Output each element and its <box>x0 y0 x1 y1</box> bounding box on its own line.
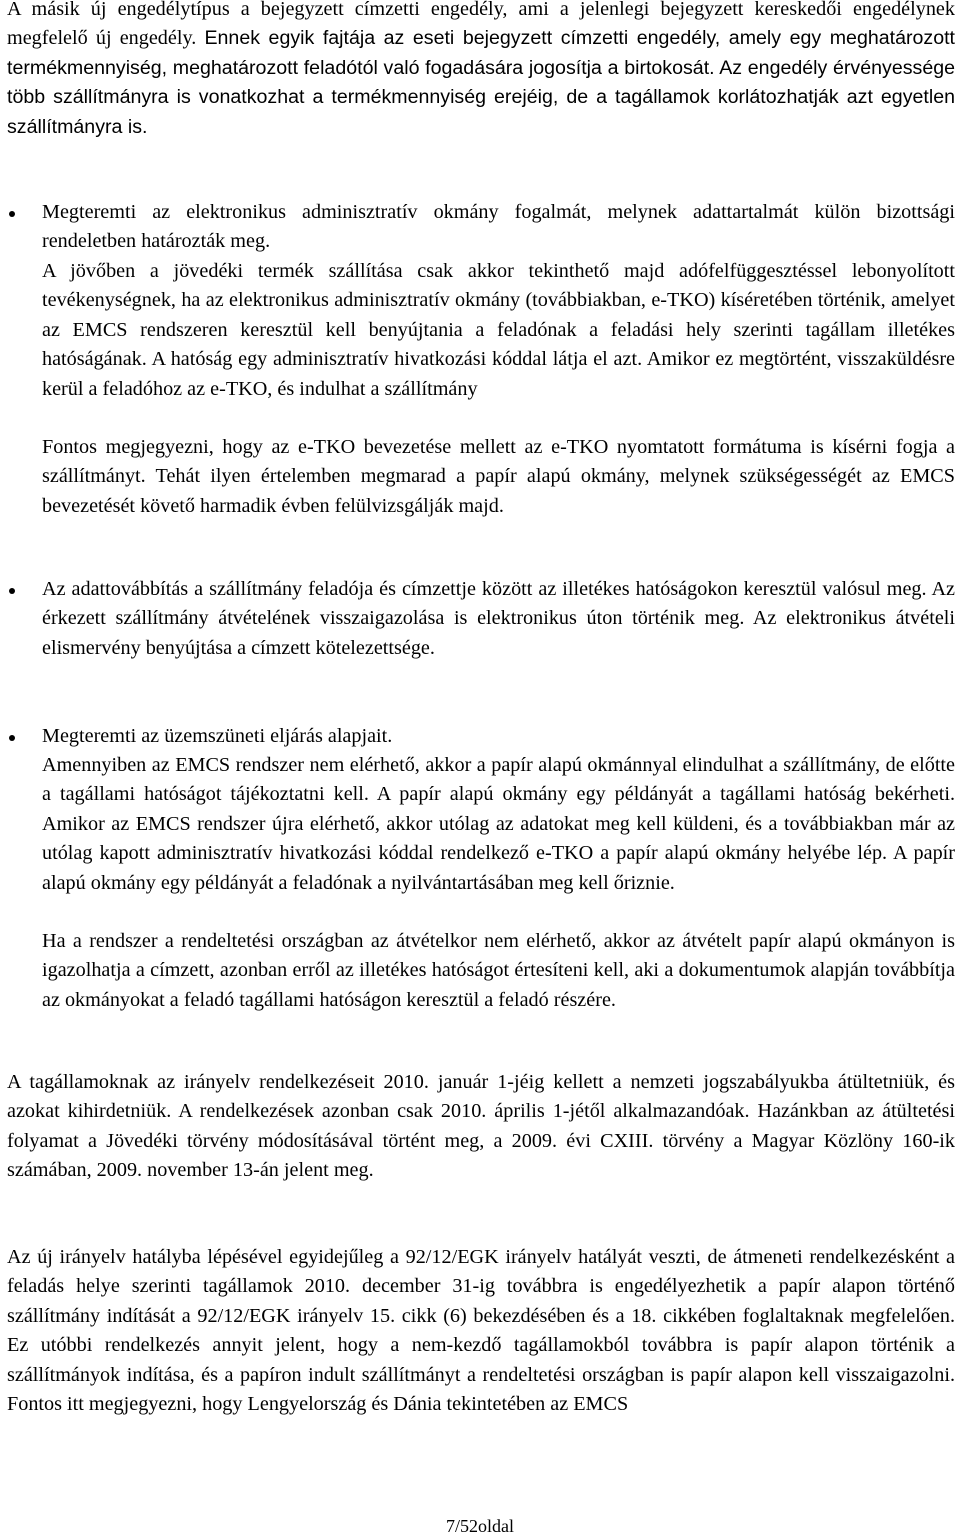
intro-sans-text-2: Az engedély érvényessége több szállítmányra is vonatkozhat a termékmennyiség erejéig, de a tagállamok korlátozhatják azt egyetlen szállítmányra is. <box>7 56 956 138</box>
bullet-icon <box>9 211 15 217</box>
bullet-3-paragraph-2: Ha a rendszer a rendeltetési országban az átvételkor nem elérhető, akkor az átvételt papír alapú okmányon is igazolhatja a címzett, azonban erről az illetékes hatóságot értesíteni kell, aki a dokumentumok alapján továbbítja az okmányokat a feladó tagállami hatóságon keresztül a feladó részére. <box>42 930 955 1011</box>
intro-paragraph <box>7 0 955 142</box>
bullet-2-lead: Az adattovábbítás a szállítmány feladója és címzettje között az illetékes hatóságokon keresztül valósul meg. Az érkezett szállítmány átvételének visszaigazolása is elektronikus úton történik meg. Az elektronikus átvételi elismervény benyújtása a címzett kötelezettsége. <box>42 578 955 659</box>
bullet-3-lead: Megteremti az üzemszüneti eljárás alapjait. <box>42 725 393 747</box>
body-paragraph-1: A tagállamoknak az irányelv rendelkezéseit 2010. január 1-jéig kellett a nemzeti jogszabályukba átültetniük, és azokat kihirdetniük. A rendelkezések azonban csak 2010. április 1-jétől alkalmazandóak. Hazánkban az átültetési folyamat a Jövedéki törvény módosításával történt meg, a 2009. évi CXIII. törvény a Magyar Közlöny 160-ik számában, 2009. november 13-án jelent meg. <box>7 1071 955 1182</box>
bullet-1-lead: Megteremti az elektronikus adminisztratív okmány fogalmát, melynek adattartalmát külön bizottsági rendeletben határozták meg. <box>42 201 955 253</box>
bullet-3-paragraph-1: Amennyiben az EMCS rendszer nem elérhető, akkor a papír alapú okmánnyal elindulhat a szállítmány, de előtte a tagállami hatóságot tájékoztatni kell. A papír alapú okmány egy példányát a tagállami hatóság bekérheti. Amikor az EMCS rendszer újra elérhető, akkor utólag az adatokat meg kell küldeni, és a továbbiakban már az utólag kapott adminisztratív hivatkozási kóddal rendelkező e-TKO a papír alapú okmány helyébe lép. A papír alapú okmány egy példányát a feladónak a nyilvántartásában meg kell őriznie. <box>42 754 955 894</box>
body-paragraph-2: Az új irányelv hatályba lépésével egyidejűleg a 92/12/EGK irányelv hatályát veszti, de átmeneti rendelkezésként a feladás helye szerinti tagállamok 2010. december 31-ig továbbra is engedélyezhetik a papír alapon történő szállítmány indítását a 92/12/EGK irányelv 15. cikk (6) bekezdésében és a 18. cikkében foglaltaknak megfelelően. Ez utóbbi rendelkezés annyit jelent, hogy a nem-kezdő tagállamokból továbbra is papír alapon történik a szállítmányok indítása, és a papíron indult szállítmányt a rendeltetési országban is papír alapon kell visszaigazolni. Fontos itt megjegyezni, hogy Lengyelország és Dánia tekintetében az EMCS <box>7 1246 955 1416</box>
page-number: 7/52oldal <box>446 1516 514 1536</box>
bullet-1-paragraph-1: A jövőben a jövedéki termék szállítása csak akkor tekinthető majd adófelfüggesztéssel lebonyolított tevékenységnek, ha az elektronikus adminisztratív okmány (továbbiakban, e-TKO) kíséretében történik, amelyet az EMCS rendszeren keresztül kell benyújtania a feladónak a feladási hely szerinti tagállam illetékes hatóságának. A hatóság egy adminisztratív hivatkozási kóddal látja el azt. Amikor ez megtörtént, visszaküldésre kerül a feladóhoz az e-TKO, és indulhat a szállítmány <box>42 260 955 400</box>
bullet-icon <box>9 735 15 741</box>
intro-sans-text-1: Ennek egyik fajtája az eseti bejegyzett címzetti engedély, amely egy meghatározott termékmennyiség, meghatározott feladótól való fogadására jogosítja a birtokosát. <box>7 27 955 79</box>
bullet-1-paragraph-2: Fontos megjegyezni, hogy az e-TKO bevezetése mellett az e-TKO nyomtatott formátuma is kísérni fogja a szállítmányt. Tehát ilyen értelemben megmarad a papír alapú okmány, melynek szükségességét az EMCS bevezetését követő harmadik évben felülvizsgálják majd. <box>42 436 955 517</box>
intro-serif-text: A másik új engedélytípus a bejegyzett címzetti engedély, ami a jelenlegi bejegyzett kereskedői engedélynek megfelelő új engedély. <box>7 0 955 50</box>
bullet-icon <box>9 588 15 594</box>
